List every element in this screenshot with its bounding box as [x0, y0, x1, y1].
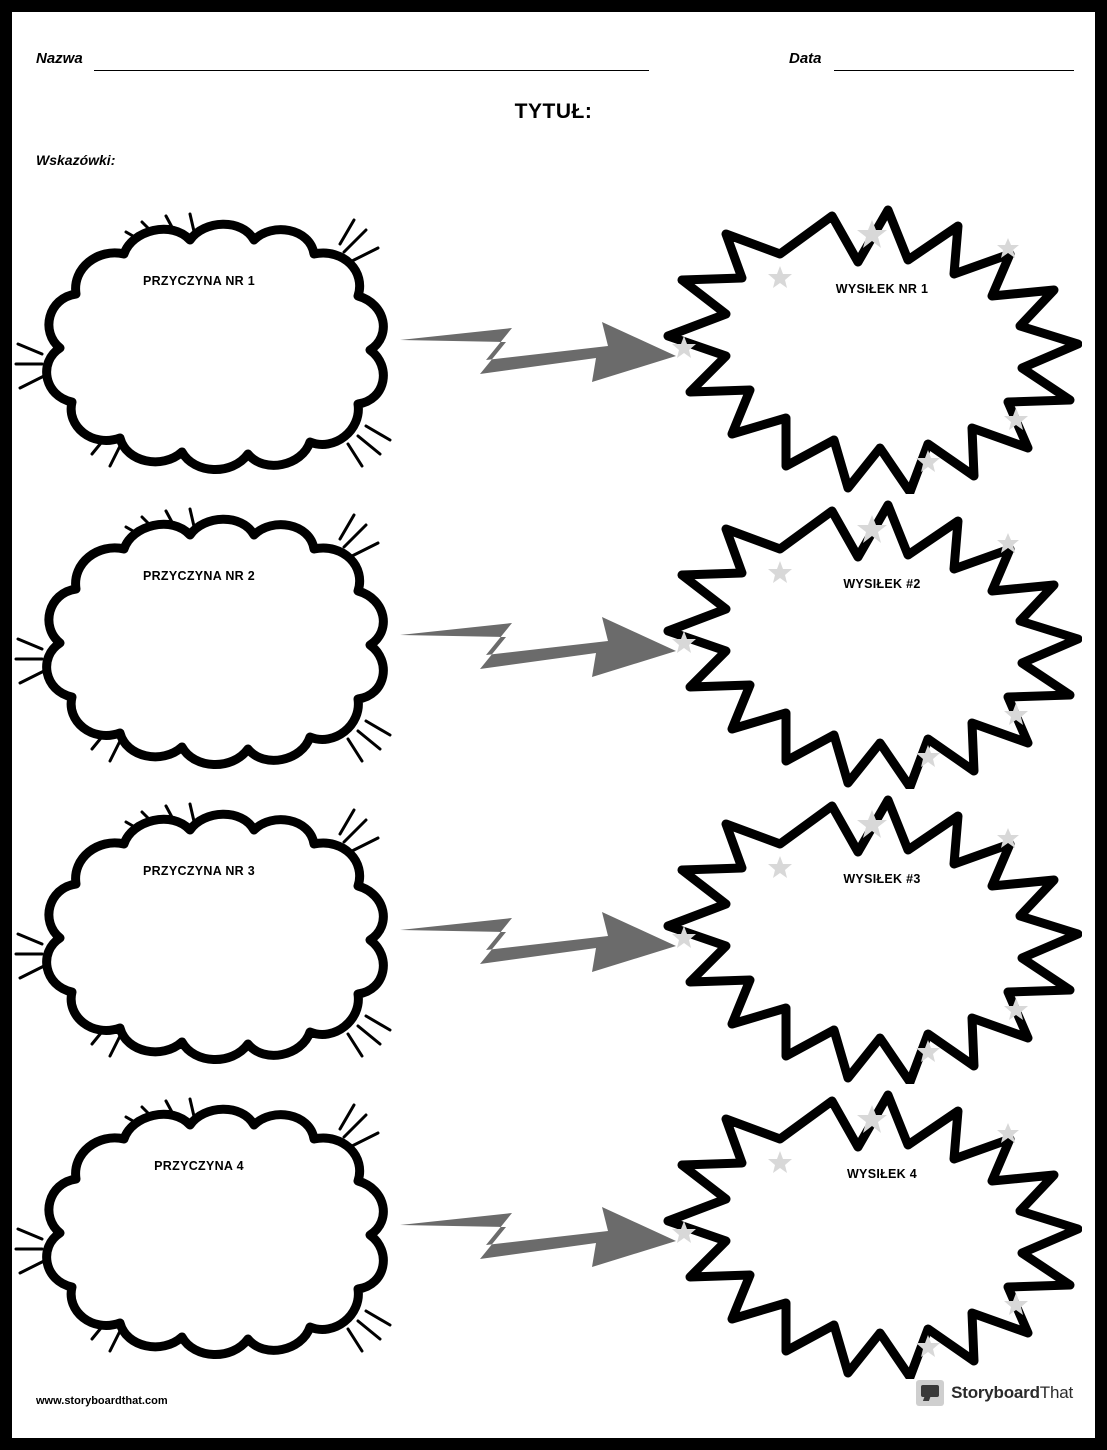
cause-effect-row	[12, 794, 1095, 1089]
flow-arrow-1	[394, 302, 684, 392]
name-input-line[interactable]	[94, 70, 649, 71]
brand-logo	[916, 1380, 1073, 1406]
cause-label: PRZYCZYNA 4	[154, 1159, 244, 1173]
storyboard-icon	[916, 1380, 944, 1406]
diagram-rows	[12, 204, 1095, 1384]
cause-effect-row	[12, 204, 1095, 499]
cause-cloud-1[interactable]	[14, 204, 404, 484]
effect-label: WYSIŁEK #2	[843, 577, 921, 591]
cause-label: PRZYCZYNA NR 1	[142, 274, 256, 288]
flow-arrow-3	[394, 892, 684, 982]
effect-label: WYSIŁEK NR 1	[835, 282, 929, 296]
flow-arrow-4	[394, 1187, 684, 1277]
effect-burst-2[interactable]	[662, 499, 1082, 789]
effect-burst-1[interactable]	[662, 204, 1082, 494]
brand-name-bold: Storyboard	[951, 1383, 1040, 1402]
cause-cloud-4[interactable]	[14, 1089, 404, 1369]
instructions-label: Wskazówki:	[36, 152, 116, 168]
cause-cloud-2[interactable]	[14, 499, 404, 779]
page-title: TYTUŁ:	[514, 100, 593, 123]
date-label: Data	[789, 50, 822, 67]
header-row	[12, 44, 1095, 78]
cause-effect-row	[12, 1089, 1095, 1384]
effect-burst-3[interactable]	[662, 794, 1082, 1084]
cause-effect-row	[12, 499, 1095, 794]
cause-label: PRZYCZYNA NR 3	[142, 864, 256, 878]
cause-label: PRZYCZYNA NR 2	[142, 569, 256, 583]
brand-name-light: That	[1039, 1383, 1073, 1402]
footer-url[interactable]: www.storyboardthat.com	[36, 1395, 168, 1407]
effect-label: WYSIŁEK 4	[846, 1167, 918, 1181]
cause-cloud-3[interactable]	[14, 794, 404, 1074]
flow-arrow-2	[394, 597, 684, 687]
effect-burst-4[interactable]	[662, 1089, 1082, 1379]
worksheet-page	[12, 12, 1095, 1438]
effect-label: WYSIŁEK #3	[843, 872, 921, 886]
date-input-line[interactable]	[834, 70, 1074, 71]
brand-name	[951, 1383, 1073, 1403]
name-label: Nazwa	[36, 50, 83, 67]
